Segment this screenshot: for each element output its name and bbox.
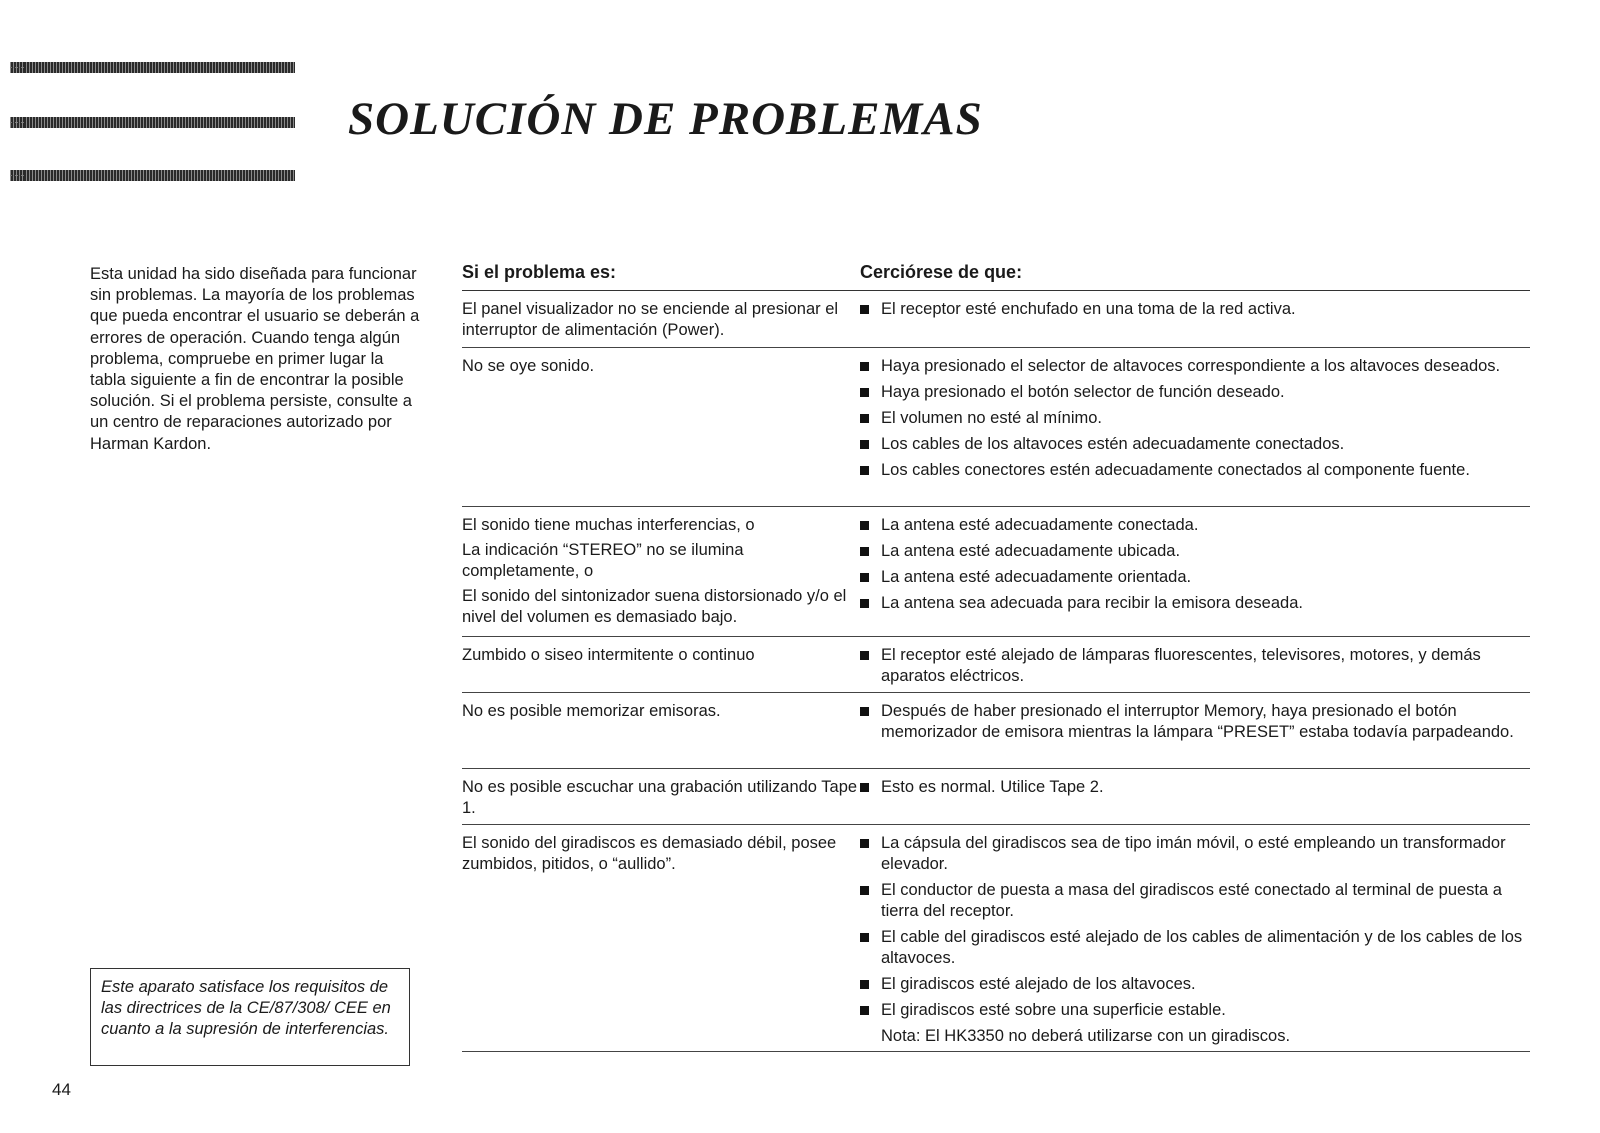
solution-column-header: Cerciórese de que: bbox=[860, 262, 1023, 282]
square-bullet-icon bbox=[860, 466, 869, 475]
square-bullet-icon bbox=[860, 305, 869, 314]
solution-item bbox=[860, 408, 1530, 429]
solution-cell bbox=[860, 515, 1530, 636]
square-bullet-icon bbox=[860, 707, 869, 716]
square-bullet-icon bbox=[860, 547, 869, 556]
solution-item bbox=[860, 777, 1530, 798]
note-text: Nota: El HK3350 no deberá utilizarse con un giradiscos. bbox=[881, 1027, 1291, 1045]
solution-cell bbox=[860, 701, 1530, 768]
solution-text: Los cables de los altavoces estén adecuadamente conectados. bbox=[881, 435, 1345, 453]
solution-cell bbox=[860, 356, 1530, 506]
solution-cell bbox=[860, 777, 1530, 824]
problem-cell bbox=[462, 833, 860, 1051]
solution-item bbox=[860, 701, 1530, 743]
table-row bbox=[462, 825, 1530, 1052]
solution-text: El giradiscos esté sobre una superficie estable. bbox=[881, 1001, 1226, 1019]
problem-text: El sonido del giradiscos es demasiado débil, posee zumbidos, pitidos, o “aullido”. bbox=[462, 834, 837, 873]
problem-text: No es posible memorizar emisoras. bbox=[462, 702, 721, 720]
solution-text: Esto es normal. Utilice Tape 2. bbox=[881, 778, 1104, 796]
solution-text: La antena sea adecuada para recibir la emisora deseada. bbox=[881, 594, 1303, 612]
solution-item bbox=[860, 974, 1530, 995]
square-bullet-icon bbox=[860, 933, 869, 942]
solution-text: Haya presionado el selector de altavoces correspondiente a los altavoces deseados. bbox=[881, 357, 1501, 375]
solution-item bbox=[860, 299, 1530, 320]
table-header bbox=[462, 262, 1530, 291]
solution-cell bbox=[860, 645, 1530, 692]
solution-item bbox=[860, 880, 1530, 922]
solution-item bbox=[860, 567, 1530, 588]
table-row bbox=[462, 348, 1530, 507]
square-bullet-icon bbox=[860, 521, 869, 530]
page-number: 44 bbox=[52, 1080, 71, 1099]
solution-item bbox=[860, 541, 1530, 562]
solution-item bbox=[860, 593, 1530, 614]
square-bullet-icon bbox=[860, 839, 869, 848]
problem-text: No es posible escuchar una grabación utilizando Tape 1. bbox=[462, 778, 858, 817]
solution-text: La antena esté adecuadamente conectada. bbox=[881, 516, 1199, 534]
solution-text: La antena esté adecuadamente ubicada. bbox=[881, 542, 1181, 560]
problem-text: La indicación “STEREO” no se ilumina completamente, o bbox=[462, 541, 744, 580]
intro-paragraph: Esta unidad ha sido diseñada para funcionar sin problemas. La mayoría de los problemas que pueda encontrar el usuario se deberán a errores de operación. Cuando tenga algún problema, compruebe en primer lugar la tabla siguiente a fin de encontrar la posible solución. Si el problema persiste, consulte a un centro de reparaciones autorizado por Harman Kardon. bbox=[90, 265, 420, 453]
square-bullet-icon bbox=[860, 362, 869, 371]
square-bullet-icon bbox=[860, 783, 869, 792]
solution-text: El conductor de puesta a masa del giradiscos esté conectado al terminal de puesta a tierra del receptor. bbox=[881, 881, 1502, 920]
solution-text: La cápsula del giradiscos sea de tipo imán móvil, o esté empleando un transformador elevador. bbox=[881, 834, 1506, 873]
square-bullet-icon bbox=[860, 388, 869, 397]
decorative-bar-bottom bbox=[10, 170, 295, 181]
page-title: SOLUCIÓN DE PROBLEMAS bbox=[348, 93, 983, 145]
square-bullet-icon bbox=[860, 599, 869, 608]
problem-text: El sonido del sintonizador suena distorsionado y/o el nivel del volumen es demasiado bajo. bbox=[462, 587, 847, 626]
ce-notice-box: Este aparato satisface los requisitos de las directrices de la CE/87/308/ CEE en cuanto a la supresión de interferencias. bbox=[90, 968, 410, 1066]
problem-cell bbox=[462, 701, 860, 768]
solution-text: El receptor esté enchufado en una toma de la red activa. bbox=[881, 300, 1296, 318]
square-bullet-icon bbox=[860, 980, 869, 989]
solution-text: El receptor esté alejado de lámparas fluorescentes, televisores, motores, y demás aparatos eléctricos. bbox=[881, 646, 1481, 685]
solution-item bbox=[860, 382, 1530, 403]
solution-text: El giradiscos esté alejado de los altavoces. bbox=[881, 975, 1196, 993]
square-bullet-icon bbox=[860, 886, 869, 895]
problem-text: El sonido tiene muchas interferencias, o bbox=[462, 516, 755, 534]
solution-item bbox=[860, 645, 1530, 687]
solution-item bbox=[860, 356, 1530, 377]
solution-cell bbox=[860, 299, 1530, 347]
solution-text: Los cables conectores estén adecuadamente conectados al componente fuente. bbox=[881, 461, 1470, 479]
problem-column-header: Si el problema es: bbox=[462, 262, 617, 282]
table-row bbox=[462, 507, 1530, 637]
problem-text: No se oye sonido. bbox=[462, 357, 595, 375]
solution-item bbox=[860, 927, 1530, 969]
table-row bbox=[462, 637, 1530, 693]
solution-item bbox=[860, 460, 1530, 481]
solution-item bbox=[860, 1000, 1530, 1021]
solution-text: Después de haber presionado el interruptor Memory, haya presionado el botón memorizador de emisora mientras la lámpara “PRESET” estaba todavía parpadeando. bbox=[881, 702, 1514, 741]
solution-text: Haya presionado el botón selector de función deseado. bbox=[881, 383, 1285, 401]
problem-text: Zumbido o siseo intermitente o continuo bbox=[462, 646, 755, 664]
square-bullet-icon bbox=[860, 1006, 869, 1015]
table-row bbox=[462, 769, 1530, 825]
table-body bbox=[462, 291, 1530, 1052]
solution-item bbox=[860, 434, 1530, 455]
solution-text: La antena esté adecuadamente orientada. bbox=[881, 568, 1192, 586]
square-bullet-icon bbox=[860, 651, 869, 660]
square-bullet-icon bbox=[860, 414, 869, 423]
decorative-bar-top bbox=[10, 62, 295, 73]
square-bullet-icon bbox=[860, 573, 869, 582]
solution-text: El volumen no esté al mínimo. bbox=[881, 409, 1103, 427]
problem-text: El panel visualizador no se enciende al presionar el interruptor de alimentación (Power). bbox=[462, 300, 839, 339]
problem-cell bbox=[462, 777, 860, 824]
problem-cell bbox=[462, 356, 860, 506]
solution-cell bbox=[860, 833, 1530, 1051]
problem-cell bbox=[462, 645, 860, 692]
square-bullet-icon bbox=[860, 440, 869, 449]
table-row bbox=[462, 291, 1530, 348]
solution-text: El cable del giradiscos esté alejado de los cables de alimentación y de los cables de los altavoces. bbox=[881, 928, 1523, 967]
solution-item bbox=[860, 833, 1530, 875]
table-row bbox=[462, 693, 1530, 769]
decorative-bar-middle bbox=[10, 117, 295, 128]
solution-item bbox=[860, 515, 1530, 536]
troubleshooting-table bbox=[462, 262, 1530, 1052]
problem-cell bbox=[462, 299, 860, 347]
problem-cell bbox=[462, 515, 860, 636]
